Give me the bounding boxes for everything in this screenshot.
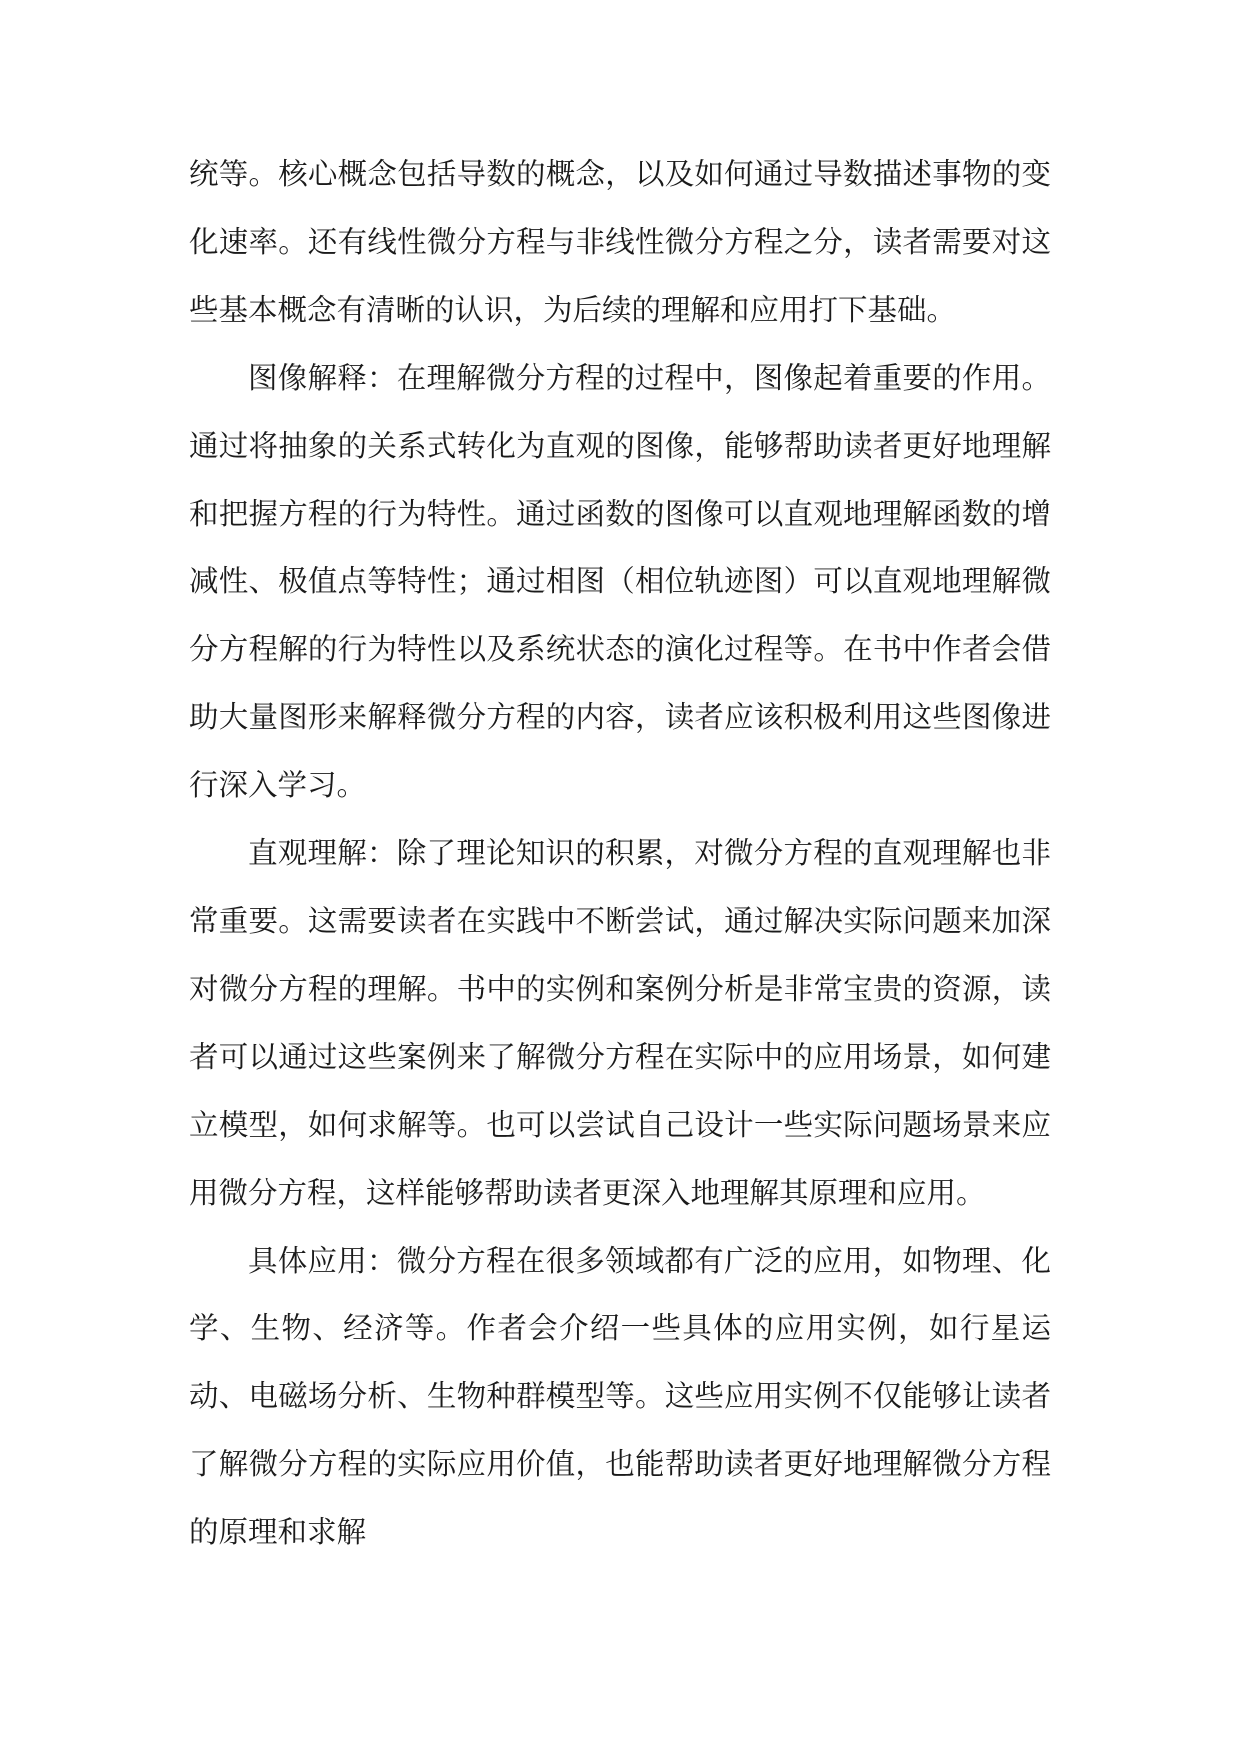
paragraph-continued-basics: 统等。核心概念包括导数的概念，以及如何通过导数描述事物的变化速率。还有线性微分方程与非线性微分方程之分，读者需要对这些基本概念有清晰的认识，为后续的理解和应用打下基础。 (189, 157, 1051, 327)
paragraph-specific-applications: 具体应用：微分方程在很多领域都有广泛的应用，如物理、化学、生物、经济等。作者会介绍一些具体的应用实例，如行星运动、电磁场分析、生物种群模型等。这些应用实例不仅能够让读者了解微分方程的实际应用价值，也能帮助读者更好地理解微分方程的原理和求解 (189, 1243, 1051, 1550)
body-text (189, 141, 1051, 1567)
paragraph-image-explanation: 图像解释：在理解微分方程的过程中，图像起着重要的作用。通过将抽象的关系式转化为直观的图像，能够帮助读者更好地理解和把握方程的行为特性。通过函数的图像可以直观地理解函数的增减性、极值点等特性；通过相图（相位轨迹图）可以直观地理解微分方程解的行为特性以及系统状态的演化过程等。在书中作者会借助大量图形来解释微分方程的内容，读者应该积极利用这些图像进行深入学习。 (189, 360, 1051, 803)
paragraph-intuitive-understanding: 直观理解：除了理论知识的积累，对微分方程的直观理解也非常重要。这需要读者在实践中不断尝试，通过解决实际问题来加深对微分方程的理解。书中的实例和案例分析是非常宝贵的资源，读者可以通过这些案例来了解微分方程在实际中的应用场景，如何建立模型，如何求解等。也可以尝试自己设计一些实际问题场景来应用微分方程，这样能够帮助读者更深入地理解其原理和应用。 (189, 836, 1051, 1210)
